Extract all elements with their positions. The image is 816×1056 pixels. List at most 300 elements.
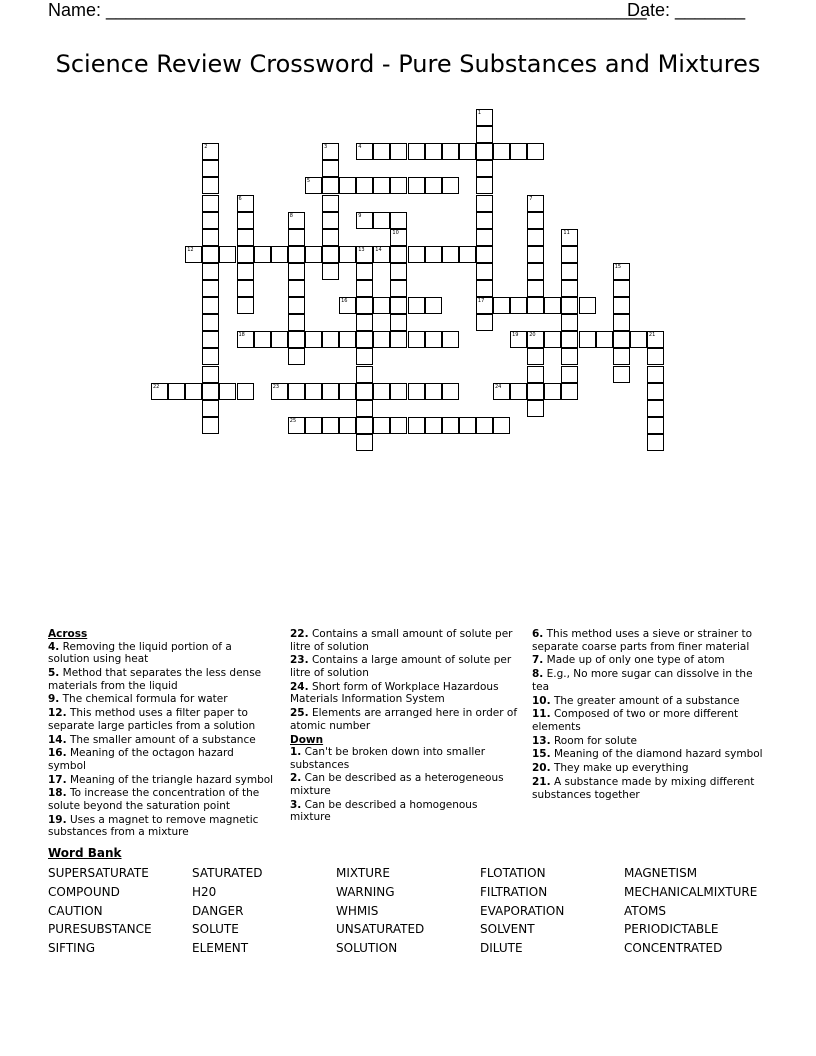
crossword-cell[interactable] — [202, 246, 219, 263]
clue-text: Room for solute — [553, 734, 638, 747]
crossword-cell[interactable] — [493, 143, 510, 160]
clue-number: 16. — [48, 747, 67, 760]
crossword-cell[interactable] — [288, 297, 305, 314]
clue-text: The chemical formula for water — [62, 693, 228, 706]
word-bank-column — [480, 864, 564, 958]
cell-number: 2 — [204, 144, 208, 151]
crossword-cell[interactable] — [202, 229, 219, 246]
crossword-cell[interactable] — [408, 177, 425, 194]
crossword-cell[interactable] — [202, 195, 219, 212]
crossword-cell[interactable] — [408, 246, 425, 263]
crossword-cell[interactable] — [561, 314, 578, 331]
crossword-cell[interactable] — [373, 212, 390, 229]
crossword-cell[interactable] — [527, 348, 544, 365]
crossword-cell[interactable] — [339, 417, 356, 434]
crossword-cell[interactable] — [305, 417, 322, 434]
word-bank-word: UNSATURATED — [336, 922, 425, 937]
crossword-cell[interactable] — [527, 263, 544, 280]
cell-number: 7 — [529, 195, 533, 202]
across-clue-list — [48, 641, 274, 839]
crossword-cell[interactable] — [579, 331, 596, 348]
crossword-cell[interactable] — [476, 314, 493, 331]
crossword-cell[interactable] — [425, 177, 442, 194]
clue — [48, 693, 274, 706]
crossword-cell[interactable] — [305, 383, 322, 400]
crossword-cell[interactable] — [339, 297, 356, 314]
crossword-cell[interactable] — [202, 314, 219, 331]
crossword-cell[interactable] — [322, 160, 339, 177]
crossword-cell[interactable] — [322, 417, 339, 434]
clue-number: 14. — [48, 733, 67, 746]
crossword-cell[interactable] — [647, 348, 664, 365]
crossword-cell[interactable] — [202, 212, 219, 229]
crossword-cell[interactable] — [202, 263, 219, 280]
clue — [48, 667, 274, 692]
crossword-cell[interactable] — [356, 331, 373, 348]
crossword-cell[interactable] — [647, 417, 664, 434]
crossword-cell[interactable] — [202, 143, 219, 160]
clue-text: Removing the liquid portion of a solution using heat — [48, 640, 232, 666]
crossword-cell[interactable] — [579, 297, 596, 314]
crossword-cell[interactable] — [647, 331, 664, 348]
clues-column-2 — [290, 628, 518, 825]
crossword-cell[interactable] — [527, 212, 544, 229]
crossword-cell[interactable] — [459, 417, 476, 434]
crossword-cell[interactable] — [647, 434, 664, 451]
cell-number: 18 — [238, 332, 245, 339]
cell-number: 20 — [529, 332, 536, 339]
crossword-cell[interactable] — [288, 263, 305, 280]
clue-text: Short form of Workplace Hazardous Materials Information System — [290, 680, 499, 706]
crossword-cell[interactable] — [356, 280, 373, 297]
crossword-cell[interactable] — [356, 246, 373, 263]
clue — [290, 707, 518, 732]
crossword-cell[interactable] — [425, 246, 442, 263]
crossword-cell[interactable] — [339, 331, 356, 348]
crossword-cell[interactable] — [288, 246, 305, 263]
crossword-cell[interactable] — [237, 212, 254, 229]
crossword-cell[interactable] — [476, 195, 493, 212]
crossword-cell[interactable] — [390, 331, 407, 348]
clue-number: 11. — [532, 708, 551, 721]
clue-number: 2. — [290, 772, 302, 785]
crossword-cell[interactable] — [493, 383, 510, 400]
clue-number: 7. — [532, 654, 544, 667]
crossword-cell[interactable] — [202, 348, 219, 365]
crossword-cell[interactable] — [356, 177, 373, 194]
clue-number: 25. — [290, 707, 309, 720]
crossword-cell[interactable] — [544, 331, 561, 348]
clue — [48, 734, 274, 747]
cell-number: 25 — [289, 417, 297, 424]
crossword-cell[interactable] — [613, 297, 630, 314]
clue-number: 1. — [290, 746, 302, 759]
name-line[interactable]: Name: ______________________________________________________ — [48, 0, 647, 20]
down-clue-list-continued — [532, 628, 766, 801]
crossword-cell[interactable] — [476, 297, 493, 314]
crossword-cell[interactable] — [373, 383, 390, 400]
clue — [290, 654, 518, 679]
crossword-cell[interactable] — [202, 366, 219, 383]
clue-text: Contains a large amount of solute per litre of solution — [290, 654, 512, 679]
crossword-cell[interactable] — [151, 383, 168, 400]
word-bank-word: FLOTATION — [480, 866, 546, 880]
crossword-cell[interactable] — [613, 263, 630, 280]
crossword-cell[interactable] — [168, 383, 185, 400]
crossword-cell[interactable] — [561, 366, 578, 383]
crossword-cell[interactable] — [339, 177, 356, 194]
crossword-cell[interactable] — [561, 383, 578, 400]
crossword-cell[interactable] — [356, 348, 373, 365]
crossword-cell[interactable] — [219, 246, 236, 263]
crossword-cell[interactable] — [339, 246, 356, 263]
crossword-cell[interactable] — [356, 143, 373, 160]
crossword-cell[interactable] — [493, 297, 510, 314]
clue-number: 4. — [48, 640, 60, 653]
cell-number: 13 — [358, 246, 365, 253]
crossword-cell[interactable] — [202, 160, 219, 177]
cell-number: 9 — [358, 212, 362, 219]
crossword-cell[interactable] — [356, 434, 373, 451]
word-bank-word: WARNING — [336, 884, 395, 899]
clue-text: Elements are arranged here in order of atomic number — [290, 707, 518, 732]
crossword-cell[interactable] — [408, 417, 425, 434]
crossword-cell[interactable] — [390, 297, 407, 314]
crossword-cell[interactable] — [237, 229, 254, 246]
crossword-cell[interactable] — [390, 280, 407, 297]
crossword-cell[interactable] — [613, 314, 630, 331]
crossword-cell[interactable] — [442, 246, 459, 263]
crossword-cell[interactable] — [510, 297, 527, 314]
word-bank-word: MECHANICALMIXTURE — [624, 884, 758, 899]
cell-number: 6 — [238, 195, 242, 202]
cell-number: 15 — [614, 263, 622, 270]
crossword-cell[interactable] — [271, 331, 288, 348]
clue — [290, 681, 518, 706]
cell-number: 21 — [648, 332, 656, 339]
crossword-cell[interactable] — [442, 417, 459, 434]
crossword-cell[interactable] — [356, 366, 373, 383]
crossword-cell[interactable] — [288, 331, 305, 348]
crossword-cell[interactable] — [647, 400, 664, 417]
crossword-cell[interactable] — [510, 331, 527, 348]
cell-number: 3 — [324, 144, 328, 151]
clue-text: Can be described as a heterogeneous mixture — [290, 772, 504, 798]
crossword-cell[interactable] — [237, 246, 254, 263]
crossword-cell[interactable] — [202, 383, 219, 400]
clue — [290, 799, 518, 824]
clue-text: Meaning of the octagon hazard symbol — [48, 747, 234, 772]
word-bank-word: CAUTION — [48, 903, 103, 918]
crossword-cell[interactable] — [425, 383, 442, 400]
crossword-cell[interactable] — [322, 177, 339, 194]
crossword-cell[interactable] — [476, 143, 493, 160]
word-bank-column — [48, 864, 152, 958]
crossword-cell[interactable] — [322, 229, 339, 246]
crossword-cell[interactable] — [237, 383, 254, 400]
crossword-cell[interactable] — [390, 383, 407, 400]
cell-number: 11 — [563, 229, 570, 236]
clue-number: 18. — [48, 787, 67, 800]
crossword-cell[interactable] — [408, 143, 425, 160]
crossword-cell[interactable] — [544, 383, 561, 400]
word-bank-word: WHMIS — [336, 903, 379, 918]
crossword-cell[interactable] — [561, 297, 578, 314]
clue-text: Contains a small amount of solute per litre of solution — [290, 628, 513, 653]
crossword-cell[interactable] — [202, 417, 219, 434]
crossword-cell[interactable] — [527, 280, 544, 297]
crossword-cell[interactable] — [390, 263, 407, 280]
crossword-cell[interactable] — [390, 143, 407, 160]
crossword-cell[interactable] — [322, 331, 339, 348]
clues-column-3 — [532, 628, 766, 802]
crossword-cell[interactable] — [288, 212, 305, 229]
crossword-cell[interactable] — [237, 331, 254, 348]
crossword-cell[interactable] — [476, 280, 493, 297]
crossword-cell[interactable] — [561, 246, 578, 263]
word-bank-word: COMPOUND — [48, 884, 120, 899]
clue — [532, 776, 766, 801]
crossword-cell[interactable] — [442, 143, 459, 160]
crossword-cell[interactable] — [527, 383, 544, 400]
crossword-cell[interactable] — [476, 126, 493, 143]
cell-number: 8 — [289, 212, 293, 219]
crossword-cell[interactable] — [527, 400, 544, 417]
crossword-cell[interactable] — [425, 331, 442, 348]
cell-number: 12 — [187, 246, 194, 253]
crossword-cell[interactable] — [390, 314, 407, 331]
crossword-cell[interactable] — [596, 331, 613, 348]
clue — [532, 762, 766, 775]
crossword-cell[interactable] — [202, 297, 219, 314]
crossword-cell[interactable] — [493, 417, 510, 434]
clue-number: 6. — [532, 628, 544, 640]
crossword-cell[interactable] — [476, 246, 493, 263]
crossword-cell[interactable] — [356, 417, 373, 434]
crossword-cell[interactable] — [288, 280, 305, 297]
crossword-cell[interactable] — [356, 314, 373, 331]
crossword-cell[interactable] — [510, 143, 527, 160]
crossword-cell[interactable] — [322, 195, 339, 212]
crossword-cell[interactable] — [442, 177, 459, 194]
clue — [290, 628, 518, 653]
crossword-cell[interactable] — [185, 246, 202, 263]
clue — [48, 707, 274, 732]
crossword-cell[interactable] — [613, 348, 630, 365]
crossword-cell[interactable] — [202, 331, 219, 348]
crossword-cell[interactable] — [561, 229, 578, 246]
date-line[interactable]: Date: _______ — [627, 0, 746, 20]
clue-number: 15. — [532, 748, 551, 761]
crossword-cell[interactable] — [254, 331, 271, 348]
crossword-cell[interactable] — [373, 143, 390, 160]
crossword-cell[interactable] — [561, 348, 578, 365]
cell-number: 1 — [477, 110, 482, 116]
clue-number: 21. — [532, 776, 551, 789]
across-clue-list-continued — [290, 628, 518, 732]
word-bank-word: PERIODICTABLE — [624, 922, 719, 937]
crossword-cell[interactable] — [459, 246, 476, 263]
crossword-cell[interactable] — [322, 212, 339, 229]
crossword-cell[interactable] — [288, 348, 305, 365]
crossword-cell[interactable] — [408, 297, 425, 314]
crossword-cell[interactable] — [237, 263, 254, 280]
clue-number: 23. — [290, 654, 309, 667]
down-heading: Down — [290, 733, 324, 746]
crossword-cell[interactable] — [561, 331, 578, 348]
crossword-cell[interactable] — [305, 177, 322, 194]
clue-number: 10. — [532, 694, 551, 707]
down-clue-list — [290, 746, 518, 824]
clue-number: 3. — [290, 798, 302, 811]
cell-number: 10 — [392, 229, 399, 236]
crossword-cell[interactable] — [356, 400, 373, 417]
clue-number: 17. — [48, 773, 67, 786]
crossword-cell[interactable] — [510, 383, 527, 400]
crossword-cell[interactable] — [476, 160, 493, 177]
clue-text: This method uses a filter paper to separate large particles from a solution — [48, 707, 256, 732]
crossword-cell[interactable] — [425, 297, 442, 314]
word-bank-word: ATOMS — [624, 903, 667, 918]
crossword-cell[interactable] — [288, 229, 305, 246]
crossword-cell[interactable] — [356, 212, 373, 229]
crossword-cell[interactable] — [459, 143, 476, 160]
crossword-cell[interactable] — [271, 383, 288, 400]
crossword-cell[interactable] — [613, 331, 630, 348]
crossword-cell[interactable] — [561, 263, 578, 280]
crossword-cell[interactable] — [373, 297, 390, 314]
crossword-cell[interactable] — [202, 177, 219, 194]
crossword-cell[interactable] — [527, 331, 544, 348]
crossword-cell[interactable] — [527, 229, 544, 246]
clue-text: The greater amount of a substance — [553, 694, 740, 707]
clue — [48, 814, 274, 839]
crossword-cell[interactable] — [390, 417, 407, 434]
clue-text: Uses a magnet to remove magnetic substances from a mixture — [48, 813, 259, 839]
clue-text: They make up everything — [553, 762, 689, 775]
crossword-cell[interactable] — [390, 229, 407, 246]
crossword-cell[interactable] — [390, 246, 407, 263]
clue-number: 12. — [48, 707, 67, 720]
cell-number: 17 — [477, 298, 485, 305]
crossword-cell[interactable] — [476, 417, 493, 434]
crossword-cell[interactable] — [202, 400, 219, 417]
crossword-cell[interactable] — [373, 177, 390, 194]
crossword-cell[interactable] — [527, 297, 544, 314]
crossword-cell[interactable] — [356, 263, 373, 280]
crossword-cell[interactable] — [476, 177, 493, 194]
crossword-cell[interactable] — [356, 383, 373, 400]
crossword-cell[interactable] — [561, 280, 578, 297]
clue-number: 19. — [48, 813, 67, 826]
crossword-cell[interactable] — [442, 331, 459, 348]
clue-number: 13. — [532, 734, 551, 747]
clue-text: Meaning of the triangle hazard symbol — [69, 773, 274, 786]
clue — [532, 654, 766, 667]
crossword-cell[interactable] — [613, 366, 630, 383]
crossword-cell[interactable] — [339, 383, 356, 400]
cell-number: 19 — [512, 332, 519, 339]
across-heading: Across — [48, 628, 88, 640]
crossword-cell[interactable] — [288, 314, 305, 331]
word-bank-column — [624, 864, 757, 958]
word-bank-word: ELEMENT — [192, 941, 249, 956]
clue — [532, 668, 766, 693]
crossword-cell[interactable] — [373, 331, 390, 348]
crossword-cell[interactable] — [425, 417, 442, 434]
word-bank-word: DILUTE — [480, 941, 523, 956]
crossword-cell[interactable] — [476, 229, 493, 246]
cell-number: 14 — [375, 246, 382, 253]
crossword-cell[interactable] — [527, 195, 544, 212]
crossword-cell[interactable] — [322, 143, 339, 160]
crossword-cell[interactable] — [408, 383, 425, 400]
crossword-cell[interactable] — [647, 383, 664, 400]
crossword-cell[interactable] — [185, 383, 202, 400]
crossword-cell[interactable] — [613, 280, 630, 297]
crossword-cell[interactable] — [237, 280, 254, 297]
crossword-cell[interactable] — [373, 246, 390, 263]
crossword-cell[interactable] — [305, 246, 322, 263]
clue-text: Composed of two or more different elements — [532, 708, 739, 733]
clue-text: Can be described a homogenous mixture — [290, 798, 478, 824]
word-bank-word: SUPERSATURATE — [48, 866, 149, 880]
crossword-cell[interactable] — [322, 246, 339, 263]
clue-number: 8. — [532, 668, 544, 681]
crossword-cell[interactable] — [237, 195, 254, 212]
word-bank-word: MAGNETISM — [624, 866, 698, 880]
crossword-cell[interactable] — [237, 297, 254, 314]
clue — [290, 746, 518, 771]
crossword-cell[interactable] — [288, 383, 305, 400]
crossword-cell[interactable] — [356, 297, 373, 314]
crossword-cell[interactable] — [544, 297, 561, 314]
crossword-cell[interactable] — [527, 143, 544, 160]
word-bank-column — [336, 864, 424, 958]
crossword-cell[interactable] — [322, 263, 339, 280]
crossword-cell[interactable] — [254, 246, 271, 263]
crossword-cell[interactable] — [476, 263, 493, 280]
crossword-cell[interactable] — [219, 383, 236, 400]
crossword-cell[interactable] — [647, 366, 664, 383]
crossword-cell[interactable] — [271, 246, 288, 263]
crossword-cell[interactable] — [288, 417, 305, 434]
crossword-cell[interactable] — [425, 143, 442, 160]
crossword-cell[interactable] — [442, 383, 459, 400]
crossword-cell[interactable] — [202, 280, 219, 297]
crossword-cell[interactable] — [305, 331, 322, 348]
crossword-cell[interactable] — [322, 383, 339, 400]
crossword-cell[interactable] — [527, 366, 544, 383]
crossword-cell[interactable] — [373, 417, 390, 434]
clue-number: 9. — [48, 693, 60, 706]
crossword-cell[interactable] — [390, 212, 407, 229]
crossword-cell[interactable] — [630, 331, 647, 348]
clue-text: A substance made by mixing different substances together — [532, 776, 755, 801]
crossword-cell[interactable] — [476, 109, 493, 126]
crossword-cell[interactable] — [390, 177, 407, 194]
word-bank-title: Word Bank — [48, 846, 122, 860]
clue — [48, 774, 274, 787]
clue-number: 24. — [290, 680, 309, 693]
crossword-cell[interactable] — [476, 212, 493, 229]
clue-text: Made up of only one type of atom — [546, 654, 725, 667]
crossword-cell[interactable] — [408, 331, 425, 348]
word-bank-word: FILTRATION — [480, 884, 548, 899]
clue — [532, 628, 766, 653]
crossword-cell[interactable] — [527, 246, 544, 263]
clue-text: The smaller amount of a substance — [69, 733, 256, 746]
